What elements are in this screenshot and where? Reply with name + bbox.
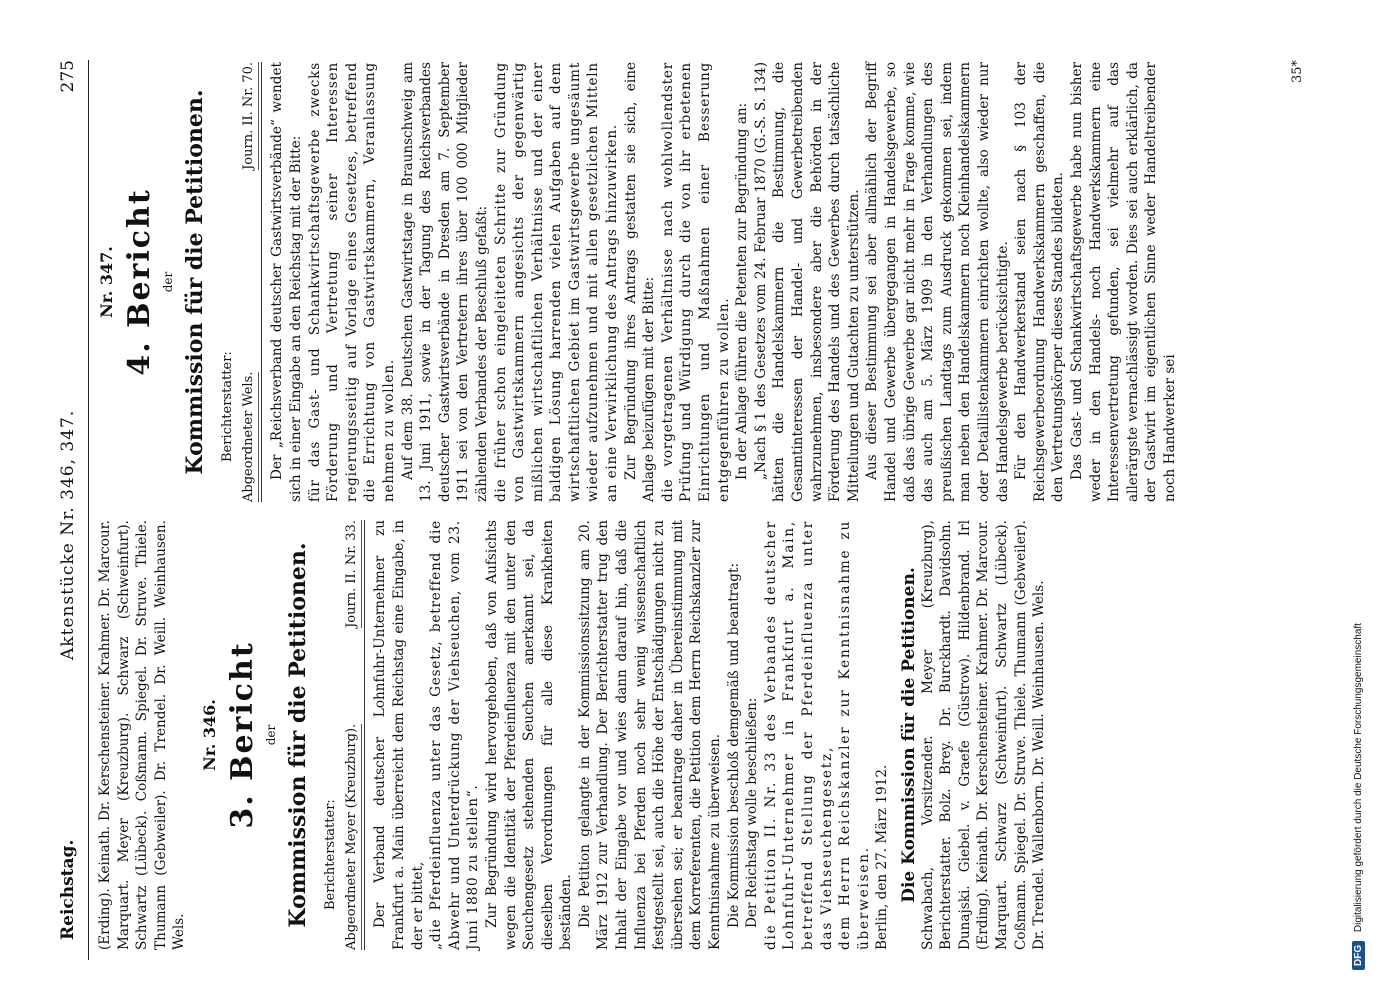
petition-quote: „die Pferdeinfluenza unter das Gesetz, betreffend die Abwehr und Unterdrückung der Viehseuchen, vom 23. Juni 1880 zu stellen“. [428,520,482,950]
commission-heading: Kommission für die Petitionen. [182,89,209,475]
report-title-4: 4. Bericht [121,188,157,376]
journal-reference: Journ. II. Nr. 70. [240,62,260,170]
header-aktenstuecke: Aktenstücke Nr. 346, 347. [58,409,78,660]
paragraph: Das Gast- und Schankwirtschaftsgewerbe habe nun bisher weder in den Handels- noch Handwerkskammern eine Interessenvertretung gefunden, sei vielmehr auf das allerärgste vernachlässigt worden. Dies sei auch erklärlich, da der Gastwirt im eigentlichen Sinne weder Handeltreibender noch Handwerker sei [1068,62,1178,502]
reporter-line [240,62,263,502]
digitization-stamp [1352,623,1365,970]
page-number: 275 [58,60,78,93]
paragraph: In der Anlage führen die Petenten zur Begründung an: [734,102,751,480]
digitization-note: Digitalisierung gefördert durch die Deutsche Forschungsgemeinschaft [1353,623,1364,933]
date-line: Berlin, den 27. März 1912. [874,764,891,950]
journal-reference: Journ. II. Nr. 33. [343,520,363,628]
resolution-quote: dem Herrn Reichskanzler zur Kenntnisnahme zu überweisen. [837,520,872,950]
reporter-name: Abgeordneter Wels. [240,372,260,502]
paragraph: Der Verband deutscher Lohnfuhr-Unternehmer zu Frankfurt a. Main überreicht dem Reichstag eine Eingabe, in der er bittet, [372,520,426,950]
dfg-logo: DFG [1352,941,1365,970]
paragraph: Der Reichstag wolle beschließen: [744,697,761,928]
sheet-signature: 35* [1290,60,1305,84]
paragraph: Für den Handwerkerstand seien nach § 103 der Reichsgewerbeordnung Handwerkskammern geschaffen, die den Vertretungskörper dieses Standes bildeten. [1013,62,1067,502]
left-column [96,520,1049,950]
paragraph: Die Kommission beschloß demgemäß und beantragt: [725,562,742,928]
top-member-roster: (Erding). Keinath. Dr. Kerschensteiner. Krahmer. Dr. Marcour. Marquart. Meyer (Kreuzburg). Schwarz (Schweinfurt). Schwartz (Lübeck). Coßmann. Spiegel. Dr. Struve. Thiele. Thumann (Gebweiler). Dr. Trendel. Dr. Weill. Weinhausen. Wels. [97,520,188,950]
right-column [96,62,1179,502]
commission-signature: Die Kommission für die Petitionen. [898,567,919,903]
reporter-line [343,520,366,950]
paragraph: Auf dem 38. Deutschen Gastwirtstage in Braunschweig am 13. Juni 1911, sowie in der Tagung des Reichsverbandes deutscher Gastwirtsverbände in Dresden am 7. September 1911 sei von den Vertretern ihres über 100 000 Mitglieder zählenden Verbandes der Beschluß gefaßt: [399,62,490,502]
header-reichstag: Reichstag. [58,839,78,940]
paragraph: Zur Begründung wird hervorgehoben, daß von Aufsichts wegen die Identität der Pferdeinfluenza mit den unter den Seuchengesetz stehenden Seuchen anerkannt sei, da dieselben Verordnungen für alle diese Krankheiten beständen. [483,520,575,950]
paragraph: Aus dieser Bestimmung sei aber allmählich der Begriff Handel und Gewerbe übergegangen in Handelsgewerbe, so daß das übrige Gewerbe gar nicht mehr in Frage komme, wie das auch am 5. März 1909 in den Verhandlungen des preußischen Landtags zum Ausdruck gekommen sei, indem man neben den Handelskammern noch Kleinhandelskammern oder Detaillistenkammern einrichten wollte, also wieder nur das Handelsgewerbe berücksichtigte. [864,62,1011,502]
resolution-quote: die Petition II. Nr. 33 des Verbandes deutscher Lohnfuhr-Unternehmer in Frankfurt a. Main, betreffend Stellung der Pferdeinfluenza unter das Viehseuchengesetz, [762,520,835,950]
page-header [58,60,88,940]
paragraph: „Nach § 1 des Gesetzes vom 24. Februar 1870 (G.-S. S. 134) hätten die Handelskammern die Bestimmung, die Gesamtinteressen der Handel- und Gewerbetreibenden wahrzunehmen, insbesondere aber die Behörden in der Förderung des Handels und des Gewerbes durch tatsächliche Mitteilungen und Gutachten zu unterstützen. [752,62,862,502]
reporter-name: Abgeordneter Meyer (Kreuzburg). [343,724,363,950]
report-der: der [160,271,175,293]
report-number-346: Nr. 346. [199,699,219,771]
paragraph: Zur Begründung ihres Antrags gestatten sie sich, eine Anlage beizufügen mit der Bitte: [622,62,658,502]
commission-heading: Kommission für die Petitionen. [285,542,312,928]
reporter-role-label: Berichterstatter: [220,351,236,462]
paragraph: Die Petition gelangte in der Kommissionssitzung am 20. März 1912 zur Verhandlung. Der Berichterstatter trug den Inhalt der Eingabe vor und wies dann darauf hin, daß die Influenza bei Pferden noch sehr wenig wissenschaftlich festgestellt sei, auch die Höhe der Entschädigungen nicht zu übersehen sei; er beantrage daher in Übereinstimmung mit dem Korreferenten, die Petition dem Herrn Reichskanzler zur Kenntnisnahme zu überweisen. [576,520,724,950]
reporter-role-label: Berichterstatter: [323,799,339,910]
petition-quote: für das Gast- und Schankwirtschaftsgewerbe zwecks Förderung und Vertretung seiner Interessen regierungsseitig auf Vorlage eines Gesetzes, betreffend die Errichtung von Gastwirtskammern, Veranlassung nehmen zu wollen. [306,62,397,502]
report-number-347: Nr. 347. [97,246,116,318]
header-rule [88,60,89,960]
report-title-3: 3. Bericht [224,641,260,829]
bottom-member-roster: Schwabach, Vorsitzender. Meyer (Kreuzburg), Berichterstatter. Bolz. Brey. Dr. Burckhardt. Davidsohn. Dunajski. Giebel. v. Graefe (Güstrow). Hildenbrand. Irl (Erding). Keinath. Dr. Kerschensteiner. Krahmer. Dr. Marcour. Marquart. Schwarz (Schweinfurt). Schwartz (Lübeck). Coßmann. Spiegel. Dr. Struve. Thiele. Thumann (Gebweiler). Dr. Trendel. Wallenborn. Dr. Weill. Weinhausen. Wels. [919,520,1048,950]
petition-quote: die vorgetragenen Verhältnisse nach wohlwollendster Prüfung und Würdigung durch die von ihr erbetenen Einrichtungen und Maßnahmen einer Besserung entgegenführen zu wollen. [659,62,732,502]
resolution-quote: die früher schon eingeleiteten Schritte zur Gründung von Gastwirtskammern angesichts der gegenwärtig mißlichen wirtschaftlichen Verhältnisse und der einer baldigen Lösung harrenden vielen Aufgaben auf dem wirtschaftlichen Gebiet im Gastwirtsgewerbe ungesäumt wieder aufzunehmen und mit allen gesetzlichen Mitteln an eine Verwirklichung des Antrags hinzuwirken. [492,62,621,502]
report-der: der [263,724,278,746]
paragraph: Der „Reichsverband deutscher Gastwirtsverbände“ wendet sich in einer Eingabe an den Reichstag mit der Bitte: [269,62,304,502]
